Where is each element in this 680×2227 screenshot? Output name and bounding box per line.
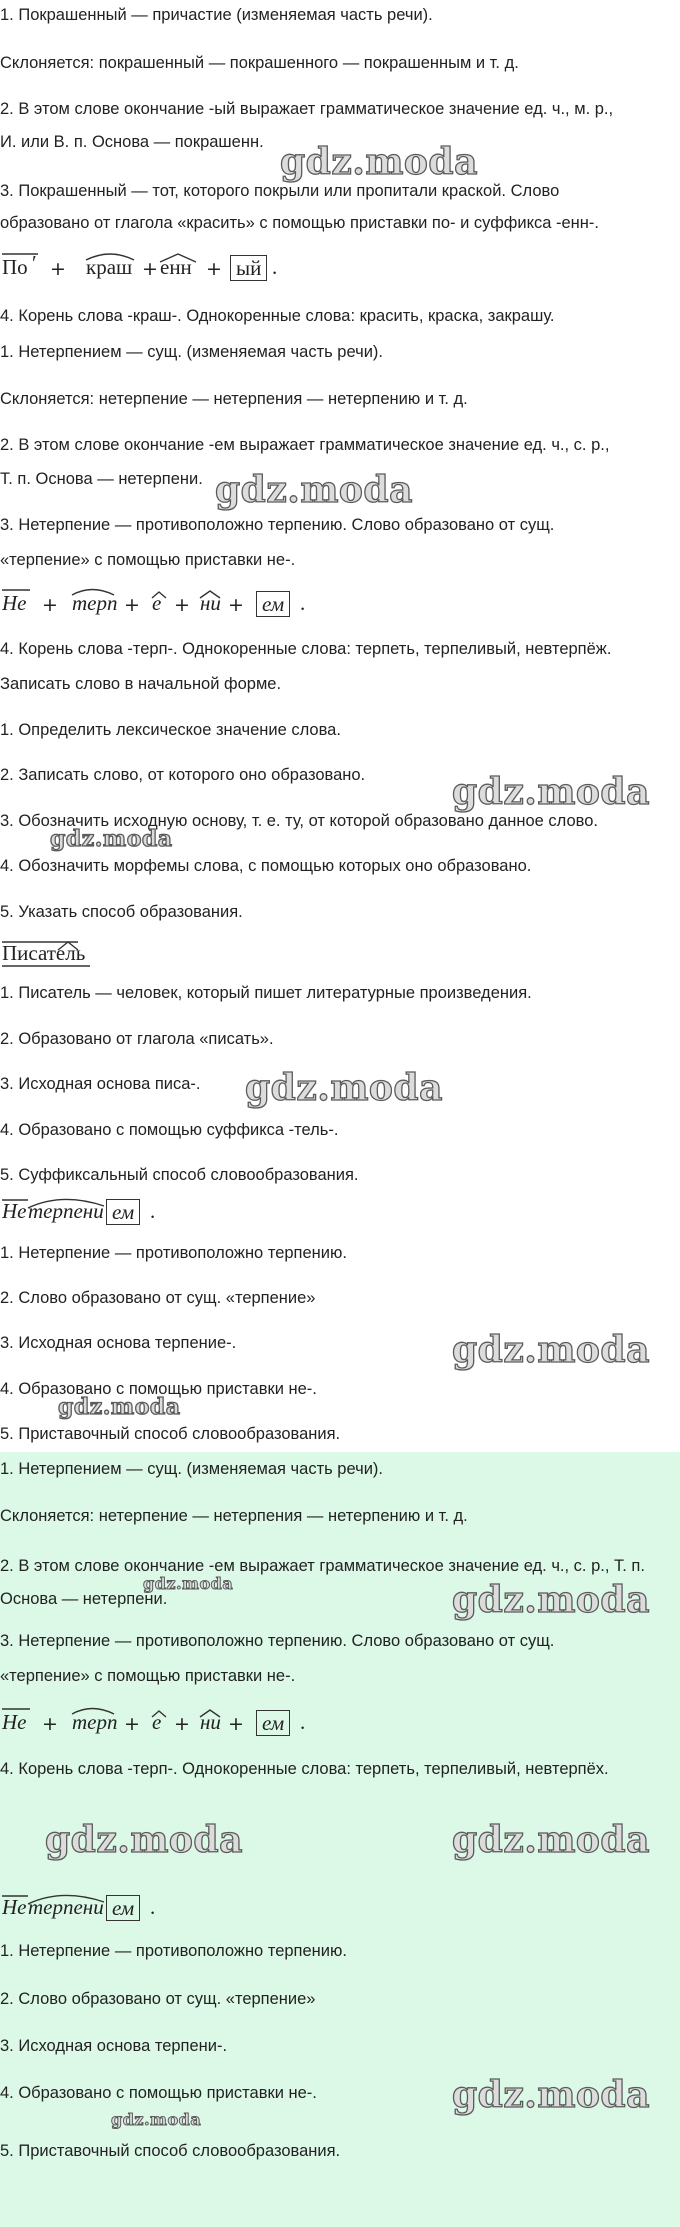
suffix-morpheme: ни — [200, 591, 221, 615]
stem-morpheme: терпени — [28, 1895, 104, 1919]
text-line: 3. Исходная основа терпение-. — [0, 1334, 237, 1352]
text-line: 5. Суффиксальный способ словообразования. — [0, 1166, 359, 1184]
morpheme-analysis: Не + терп + е + ни + ем . — [2, 591, 306, 616]
text-line: 5. Указать способ образования. — [0, 903, 243, 921]
text-line: 1. Писатель — человек, который пишет литературные произведения. — [0, 984, 532, 1002]
watermark: gdz.moda — [452, 1329, 650, 1371]
text-line: 5. Приставочный способ словообразования. — [0, 1425, 341, 1443]
text-line: 4. Образовано с помощью приставки не-. — [0, 2084, 317, 2102]
ending-morpheme: ый — [230, 255, 267, 281]
text-line: Склоняется: нетерпение — нетерпения — нетерпению и т. д. — [0, 390, 468, 408]
prefix-morpheme: Не — [2, 1710, 27, 1734]
plus-sign: + — [50, 258, 66, 280]
morpheme-analysis: Не + терп + е + ни + ем . — [2, 1710, 306, 1735]
plus-sign: + — [42, 594, 58, 616]
text-line: 4. Корень слова -краш-. Однокоренные слова: красить, краска, закрашу. — [0, 307, 555, 325]
text-line: 4. Образовано с помощью приставки не-. — [0, 1380, 317, 1398]
watermark: gdz.moda — [452, 771, 650, 813]
watermark: gdz.moda — [452, 1579, 650, 1621]
watermark: gdz.moda — [280, 141, 478, 183]
text-line: 3. Обозначить исходную основу, т. е. ту, от которой образовано данное слово. — [0, 812, 598, 830]
watermark: gdz.moda — [245, 1067, 443, 1109]
suffix-morpheme: е — [152, 1710, 162, 1734]
text-line: 2. Образовано от глагола «писать». — [0, 1030, 274, 1048]
text-line: 2. В этом слове окончание -ем выражает грамматическое значение ед. ч., с. р., Т. п. Основа — нетерпени. — [0, 1557, 645, 1608]
text-line: образовано от глагола «красить» с помощью приставки по- и суффикса -енн-. — [0, 214, 599, 232]
text-line: 1. Определить лексическое значение слова. — [0, 721, 341, 739]
plus-sign: + — [228, 594, 244, 616]
morpheme-analysis: По ʹ + краш + енн + ый . — [2, 251, 278, 280]
suffix-morpheme: е — [152, 591, 162, 615]
word-with-morphemes: Писатель — [2, 941, 86, 965]
text-line: 2. В этом слове окончание -ем выражает грамматическое значение ед. ч., с. р., — [0, 436, 610, 454]
plus-sign: + — [124, 594, 140, 616]
text-line: 1. Нетерпение — противоположно терпению. — [0, 1942, 347, 1960]
text-line: 1. Покрашенный — причастие (изменяемая часть речи). — [0, 6, 433, 24]
text-line: Т. п. Основа — нетерпени. — [0, 470, 203, 488]
text-line: 5. Приставочный способ словообразования. — [0, 2142, 341, 2160]
text-line: 1. Нетерпением — сущ. (изменяемая часть речи). — [0, 1460, 384, 1478]
ending-morpheme: ем — [106, 1199, 140, 1225]
root-morpheme: терп — [72, 591, 118, 615]
text-line: «терпение» с помощью приставки не-. — [0, 1667, 296, 1685]
text-line: 4. Обозначить морфемы слова, с помощью которых оно образовано. — [0, 857, 532, 875]
text-line: 1. Нетерпение — противоположно терпению. — [0, 1244, 347, 1262]
ending-morpheme: ем — [256, 1710, 290, 1736]
text-line: И. или В. п. Основа — покрашенн. — [0, 133, 264, 151]
ending-morpheme: ем — [106, 1895, 140, 1921]
text-line: 3. Нетерпение — противоположно терпению. Слово образовано от сущ. — [0, 516, 555, 534]
text-line: 2. В этом слове окончание -ый выражает грамматическое значение ед. ч., м. р., — [0, 100, 614, 118]
plus-sign: + — [206, 258, 222, 280]
morpheme-analysis: Не терпени ем . — [2, 1895, 156, 1920]
text-line: 4. Корень слова -терп-. Однокоренные слова: терпеть, терпеливый, невтерпёх. — [0, 1760, 609, 1778]
plus-sign: + — [228, 1713, 244, 1735]
plus-sign: + — [42, 1713, 58, 1735]
plus-sign: + — [174, 1713, 190, 1735]
prefix-morpheme: Не — [2, 591, 27, 615]
text-line: 3. Исходная основа писа-. — [0, 1075, 201, 1093]
text-line: Склоняется: нетерпение — нетерпения — нетерпению и т. д. — [0, 1507, 468, 1525]
plus-sign: + — [174, 594, 190, 616]
text-line: Склоняется: покрашенный — покрашенного — покрашенным и т. д. — [0, 54, 519, 72]
root-morpheme: краш — [86, 255, 133, 279]
prefix-morpheme: Не — [2, 1199, 27, 1223]
watermark: gdz.moda — [50, 826, 173, 852]
text-line: «терпение» с помощью приставки не-. — [0, 551, 296, 569]
suffix-morpheme: енн — [160, 255, 192, 279]
text-line: 4. Образовано с помощью суффикса -тель-. — [0, 1121, 339, 1139]
watermark: gdz.moda — [58, 1394, 181, 1420]
prefix-morpheme: По — [2, 255, 28, 279]
morpheme-analysis: Не терпени ем . — [2, 1199, 156, 1224]
prefix-morpheme: Не — [2, 1895, 27, 1919]
text-line: 1. Нетерпением — сущ. (изменяемая часть речи). — [0, 343, 384, 361]
stem-morpheme: терпени — [28, 1199, 104, 1223]
text-line: 3. Исходная основа терпени-. — [0, 2037, 228, 2055]
morpheme-analysis — [0, 936, 120, 970]
text-line: 3. Покрашенный — тот, которого покрыли или пропитали краской. Слово — [0, 182, 560, 200]
watermark: gdz.moda — [143, 1574, 234, 1593]
text-line: Записать слово в начальной форме. — [0, 675, 282, 693]
text-line: 4. Корень слова -терп-. Однокоренные слова: терпеть, терпеливый, невтерпёж. — [0, 640, 612, 658]
ending-morpheme: ем — [256, 591, 290, 617]
suffix-morpheme: ни — [200, 1710, 221, 1734]
root-morpheme: терп — [72, 1710, 118, 1734]
text-line: 2. Слово образовано от сущ. «терпение» — [0, 1289, 316, 1307]
watermark: gdz.moda — [452, 2074, 650, 2116]
text-line: 2. Слово образовано от сущ. «терпение» — [0, 1990, 316, 2008]
text-line: 3. Нетерпение — противоположно терпению. Слово образовано от сущ. — [0, 1632, 555, 1650]
watermark: gdz.moda — [45, 1819, 243, 1861]
watermark: gdz.moda — [452, 1819, 650, 1861]
watermark: gdz.moda — [215, 469, 413, 511]
watermark: gdz.moda — [111, 2110, 202, 2129]
text-line: 2. Записать слово, от которого оно образовано. — [0, 766, 366, 784]
plus-sign: + — [142, 258, 158, 280]
plus-sign: + — [124, 1713, 140, 1735]
